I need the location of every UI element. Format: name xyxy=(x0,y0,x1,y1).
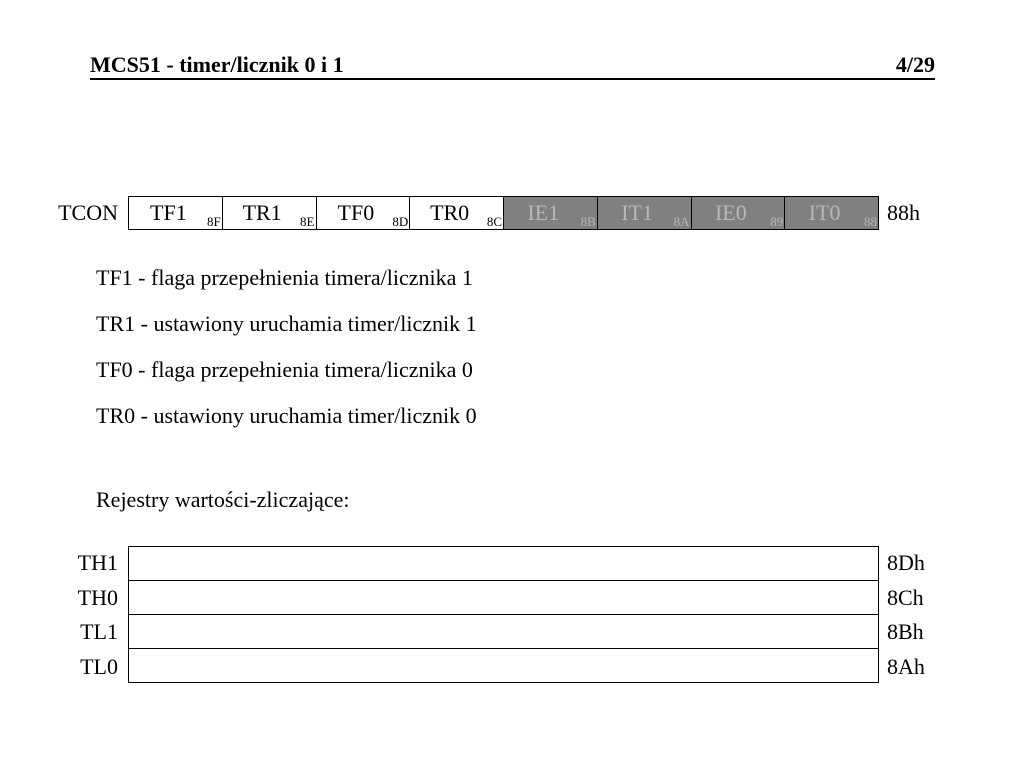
tl0-address: 8Ah xyxy=(887,654,925,679)
th1-label: TH1 xyxy=(77,550,118,575)
description-tr0: TR0 - ustawiony uruchamia timer/licznik 0 xyxy=(96,403,477,428)
bit-name: TR0 xyxy=(430,200,470,225)
bit-name: TF1 xyxy=(150,200,187,225)
bit-address: 8F xyxy=(207,214,221,229)
tcon-address: 88h xyxy=(887,200,920,225)
bit-address: 8C xyxy=(486,214,502,229)
bit-name: IE1 xyxy=(527,200,560,225)
tl0-label: TL0 xyxy=(80,654,118,679)
tcon-bit-tf0 xyxy=(317,197,411,229)
page-number: 4/29 xyxy=(895,52,935,77)
description-tr1: TR1 - ustawiony uruchamia timer/licznik 1 xyxy=(96,311,477,336)
tl0-register xyxy=(128,648,879,683)
bit-address: 8B xyxy=(580,214,596,229)
tcon-bit-it0 xyxy=(785,197,878,229)
bit-address: 8D xyxy=(392,214,409,229)
bit-name: IE0 xyxy=(714,200,747,225)
th0-address: 8Ch xyxy=(887,585,924,610)
description-tf1: TF1 - flaga przepełnienia timera/licznika 1 xyxy=(96,265,473,290)
bit-address: 89 xyxy=(770,214,784,229)
tcon-bit-tr0 xyxy=(410,197,504,229)
slide-header xyxy=(90,52,935,80)
tl1-address: 8Bh xyxy=(887,619,924,644)
tcon-bit-tf1 xyxy=(129,197,223,229)
th0-register xyxy=(128,580,879,615)
tcon-label: TCON xyxy=(58,200,118,225)
bit-address: 88 xyxy=(864,214,877,229)
th0-label: TH0 xyxy=(77,585,118,610)
tcon-bit-ie1 xyxy=(504,197,598,229)
bit-name: TF0 xyxy=(337,200,375,225)
tl1-label: TL1 xyxy=(80,619,118,644)
bit-name: TR1 xyxy=(242,200,282,225)
bit-name: IT0 xyxy=(808,200,841,225)
tcon-bit-ie0 xyxy=(692,197,786,229)
bit-name: IT1 xyxy=(621,200,653,225)
bit-address: 8A xyxy=(673,214,690,229)
tcon-register xyxy=(128,196,879,230)
bit-address: 8E xyxy=(300,214,315,229)
tcon-bit-it1 xyxy=(598,197,692,229)
counters-heading: Rejestry wartości-zliczające: xyxy=(96,487,350,512)
tcon-bit-tr1 xyxy=(223,197,317,229)
th1-address: 8Dh xyxy=(887,550,925,575)
slide-title: MCS51 - timer/licznik 0 i 1 xyxy=(90,52,344,77)
description-tf0: TF0 - flaga przepełnienia timera/licznika 0 xyxy=(96,357,473,382)
tl1-register xyxy=(128,614,879,649)
th1-register xyxy=(128,546,879,581)
